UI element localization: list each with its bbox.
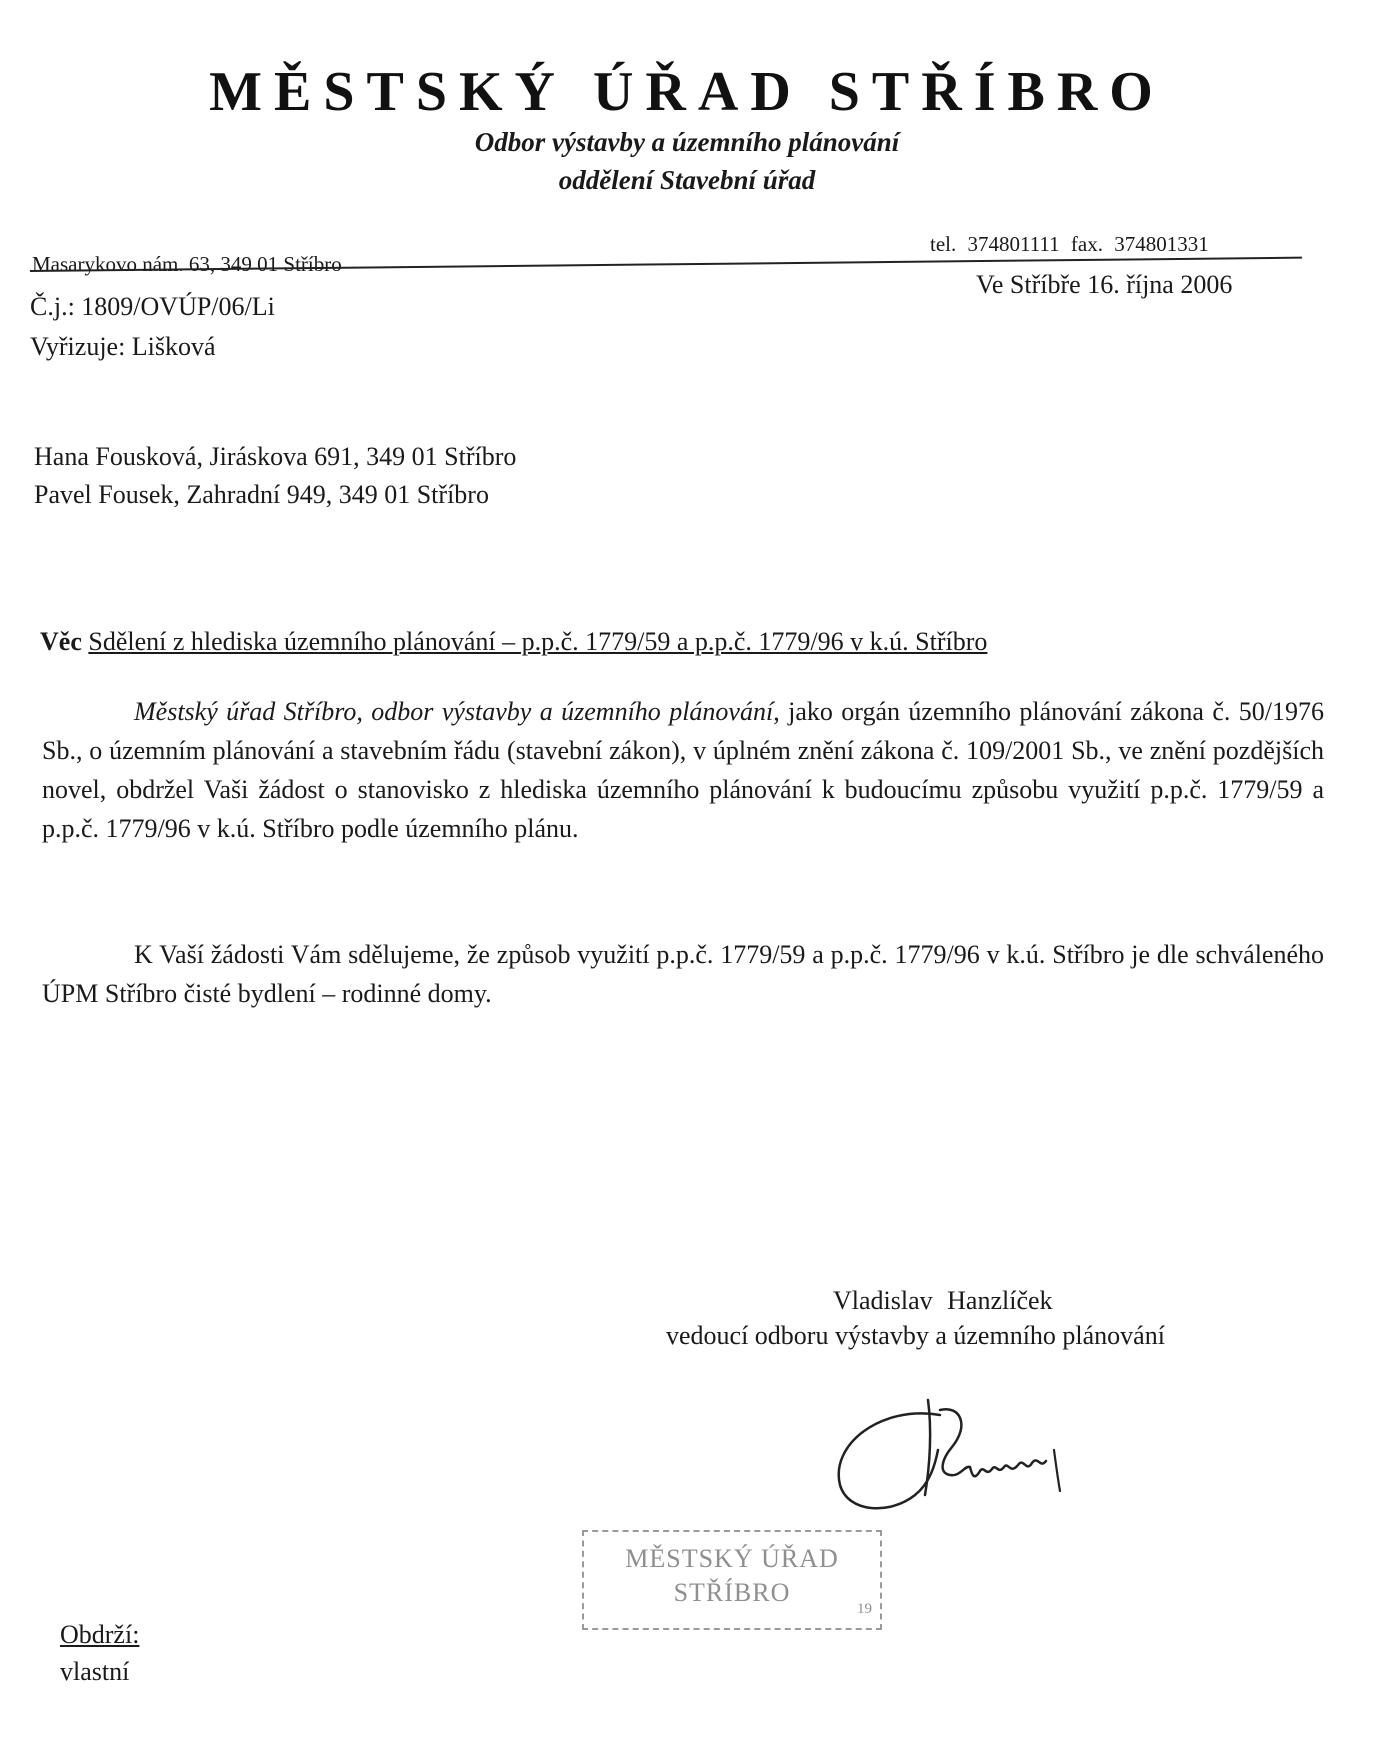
office-address: Masarykovo nám. 63, 349 01 Stříbro <box>32 252 342 276</box>
recipient-1: Hana Fousková, Jiráskova 691, 349 01 Stříbro <box>34 442 517 471</box>
subject-label: Věc <box>40 627 82 656</box>
body-p2-text: K Vaší žádosti Vám sdělujeme, že způsob využití p.p.č. 1779/59 a p.p.č. 1779/96 v k.ú. Stříbro je dle schváleného ÚPM Stříbro čisté bydlení – rodinné domy. <box>42 940 1324 1008</box>
body-paragraph-1 <box>42 692 1324 848</box>
stamp-number: 19 <box>857 1601 872 1617</box>
stamp-line-2: STŘÍBRO <box>673 1578 791 1607</box>
handwritten-signature <box>820 1395 1100 1530</box>
body-p1-text: , jako orgán územního plánování zákona č. 50/1976 Sb., o územním plánování a stavebním řádu (stavební zákon), v úplném znění zákona č. 109/2001 Sb., ve znění pozdějších novel, obdržel Vaši žádost o stanovisko z hlediska územního plánování k budoucímu způsobu využití p.p.č. 1779/59 a p.p.č. 1779/96 v k.ú. Stříbro podle územního plánu. <box>42 697 1324 843</box>
body-paragraph-2 <box>42 935 1324 1013</box>
office-stamp <box>582 1530 882 1630</box>
letterhead-title: MĚSTSKÝ ÚŘAD STŘÍBRO <box>209 61 1165 123</box>
distribution-item: vlastní <box>60 1657 130 1686</box>
signatory-name: Vladislav Hanzlíček <box>833 1286 1053 1315</box>
office-contact: tel. 374801111 fax. 374801331 <box>930 232 1209 256</box>
subject-line <box>40 627 987 657</box>
recipient-2: Pavel Fousek, Zahradní 949, 349 01 Stříbro <box>34 480 489 509</box>
handled-by: Vyřizuje: Lišková <box>30 332 216 361</box>
body-p1-authority: Městský úřad Stříbro, odbor výstavby a územního plánování <box>134 697 774 726</box>
letterhead-section: oddělení Stavební úřad <box>558 165 816 195</box>
signatory-role: vedoucí odboru výstavby a územního plánování <box>666 1321 1165 1350</box>
signature-icon <box>820 1395 1100 1525</box>
distribution-label: Obdrží: <box>60 1620 140 1649</box>
letter-date: Ve Stříbře 16. října 2006 <box>976 270 1233 299</box>
stamp-line-1: MĚSTSKÝ ÚŘAD <box>625 1544 839 1573</box>
letterhead-department: Odbor výstavby a územního plánování <box>474 127 900 157</box>
subject-text: Sdělení z hlediska územního plánování – p.p.č. 1779/59 a p.p.č. 1779/96 v k.ú. Stříbro <box>88 627 988 656</box>
reference-number: Č.j.: 1809/OVÚP/06/Li <box>30 292 275 321</box>
